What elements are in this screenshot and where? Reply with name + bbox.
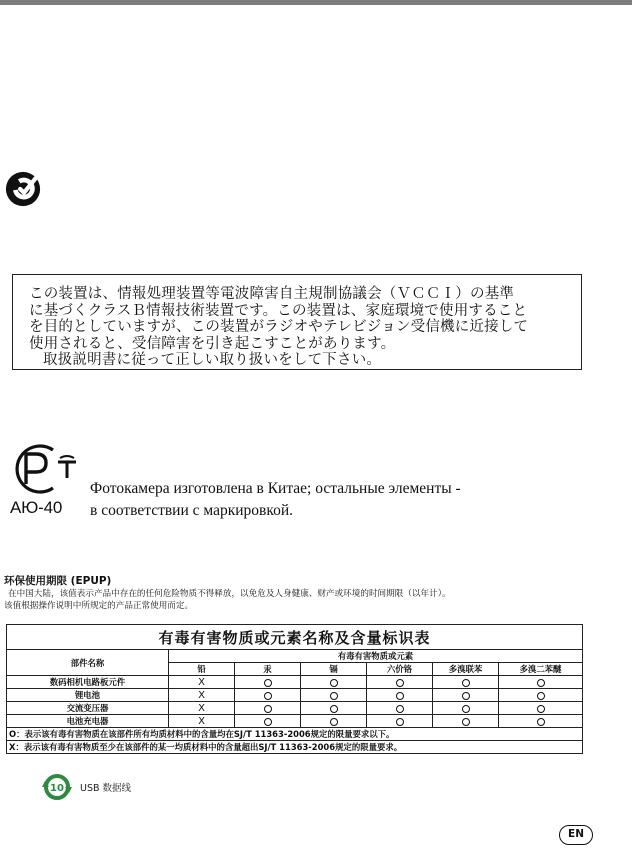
substance-cell — [499, 702, 583, 715]
epup-line: 在中国大陆，该值表示产品中存在的任何危险物质不得释放，以免危及人身健康、财产或环境的时间期限（以年计）。 — [8, 589, 451, 599]
table-row — [7, 676, 583, 689]
top-rule — [0, 0, 632, 5]
substance-cell — [367, 715, 433, 728]
table-caption: 有毒有害物质或元素名称及含量标识表 — [7, 625, 583, 650]
table-row — [7, 702, 583, 715]
table-note: X：表示该有毒有害物质至少在该部件的某一均质材料中的含量超出SJ/T 11363-2006规定的限量要求。 — [7, 741, 583, 754]
hazardous-substance-table — [6, 624, 583, 754]
compliant-circle-mark — [264, 705, 272, 713]
compliant-circle-mark — [330, 718, 338, 726]
substance-cell — [433, 715, 499, 728]
compliant-circle-mark — [264, 718, 272, 726]
russian-line: в соответствии с маркировкой. — [90, 502, 294, 519]
compliant-circle-mark — [264, 679, 272, 687]
substance-cell — [235, 676, 301, 689]
vcci-line: 使用されると、受信障害を引き起こすことがあります。 — [29, 335, 396, 352]
substance-cell — [301, 676, 367, 689]
compliant-circle-mark — [396, 692, 404, 700]
compliant-circle-mark — [396, 679, 404, 687]
compliant-circle-mark — [462, 718, 470, 726]
substance-cell — [235, 702, 301, 715]
vcci-line: 取扱説明書に従って正しい取り扱いをして下さい。 — [43, 352, 382, 369]
substance-cell — [367, 676, 433, 689]
compliant-circle-mark — [537, 705, 545, 713]
substance-header: 镉 — [301, 663, 367, 676]
substance-cell — [301, 689, 367, 702]
substance-header: 铅 — [169, 663, 235, 676]
exceeds-x-mark: X — [198, 689, 205, 701]
part-name: 数码相机电路板元件 — [7, 676, 169, 689]
compliant-circle-mark — [537, 679, 545, 687]
exceeds-x-mark: X — [198, 715, 205, 727]
substance-cell — [169, 689, 235, 702]
russian-line: Фотокамера изготовлена в Китае; остальные элементы - — [90, 480, 461, 497]
gost-code: АЮ-40 — [10, 498, 63, 517]
part-name: 锂电池 — [7, 689, 169, 702]
environment-protection-use-period-icon — [40, 772, 74, 802]
substance-cell — [301, 715, 367, 728]
substance-cell — [367, 702, 433, 715]
compliant-circle-mark — [462, 679, 470, 687]
substance-header: 多溴二苯醚 — [499, 663, 583, 676]
compliant-circle-mark — [330, 705, 338, 713]
substance-cell — [367, 689, 433, 702]
substance-cell — [301, 702, 367, 715]
substance-cell — [169, 702, 235, 715]
substance-cell — [433, 689, 499, 702]
table-row — [7, 715, 583, 728]
vcci-line: に基づくクラスＢ情報技術装置です。この装置は、家庭環境で使用すること — [29, 302, 528, 319]
substance-cell — [499, 676, 583, 689]
substance-cell — [433, 702, 499, 715]
substance-group-header: 有毒有害物质或元素 — [169, 650, 583, 663]
russian-origin-text — [90, 478, 461, 522]
compliant-circle-mark — [396, 718, 404, 726]
compliant-circle-mark — [330, 692, 338, 700]
usb-cable-label: USB 数据线 — [80, 783, 132, 794]
compliant-circle-mark — [396, 705, 404, 713]
substance-cell — [169, 715, 235, 728]
table-row — [7, 689, 583, 702]
vcci-line: この装置は、情報処理装置等電波障害自主規制協議会（ＶＣＣＩ）の基準 — [29, 286, 515, 302]
part-name: 交流变压器 — [7, 702, 169, 715]
compliant-circle-mark — [462, 692, 470, 700]
epup-period-number: 10 — [50, 783, 64, 794]
part-name: 电池充电器 — [7, 715, 169, 728]
compliant-circle-mark — [537, 718, 545, 726]
exceeds-x-mark: X — [198, 676, 205, 688]
compliant-circle-mark — [330, 679, 338, 687]
vcci-line: を目的としていますが、この装置がラジオやテレビジョン受信機に近接して — [29, 319, 529, 336]
epup-line: 该值根据操作说明中所规定的产品正常使用而定。 — [4, 601, 194, 611]
epup-section — [4, 573, 598, 612]
substance-header: 汞 — [235, 663, 301, 676]
substance-cell — [499, 689, 583, 702]
compliant-circle-mark — [264, 692, 272, 700]
language-badge: EN — [559, 825, 593, 845]
substance-header: 六价铬 — [367, 663, 433, 676]
substance-cell — [499, 715, 583, 728]
substance-header: 多溴联苯 — [433, 663, 499, 676]
substance-cell — [169, 676, 235, 689]
part-header: 部件名称 — [7, 650, 169, 676]
c-tick-mark-icon — [4, 170, 42, 208]
substance-cell — [235, 715, 301, 728]
substance-cell — [433, 676, 499, 689]
compliant-circle-mark — [462, 705, 470, 713]
table-note: O：表示该有毒有害物质在该部件所有均质材料中的含量均在SJ/T 11363-2006规定的限量要求以下。 — [7, 728, 583, 741]
exceeds-x-mark: X — [198, 702, 205, 714]
substance-cell — [235, 689, 301, 702]
gost-r-certification-icon — [6, 440, 86, 496]
epup-title: 环保使用期限 (EPUP) — [4, 575, 112, 587]
compliant-circle-mark — [537, 692, 545, 700]
vcci-notice-box — [12, 274, 582, 370]
table-body — [7, 676, 583, 728]
